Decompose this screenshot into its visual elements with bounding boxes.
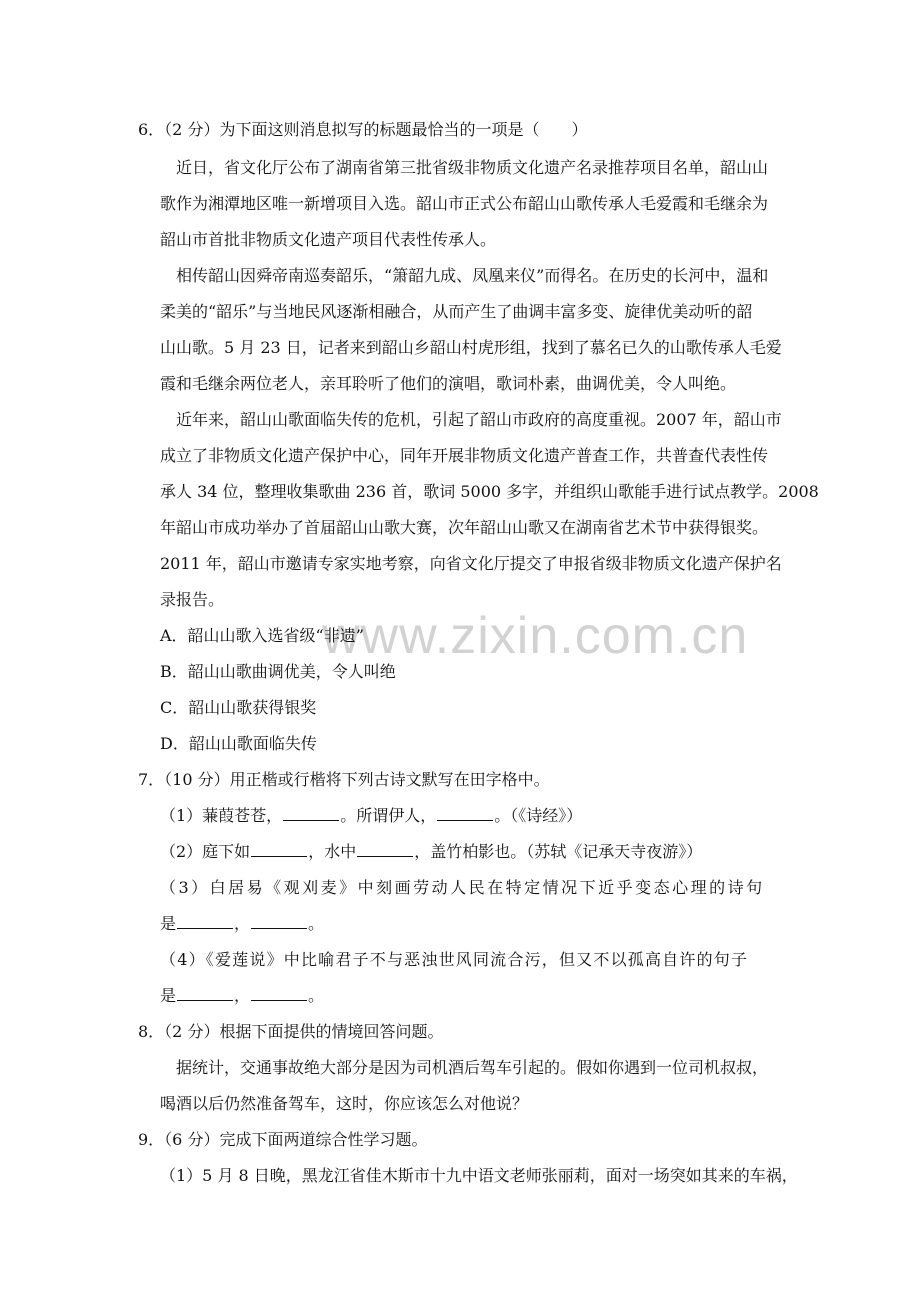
answer-blank xyxy=(251,914,307,929)
q7-stem: 7．（10 分）用正楷或行楷将下列古诗文默写在田字格中。 xyxy=(138,770,550,789)
q7-sub4-answer xyxy=(160,986,324,1006)
q7-sub2-text-a: （2）庭下如 xyxy=(160,842,251,861)
q9-sub1: （1）5 月 8 日晚，黑龙江省佳木斯市十九中语文老师张丽莉，面对一场突如其来的车祸， xyxy=(160,1166,798,1185)
q8-p-line2: 喝酒以后仍然准备驾车，这时，你应该怎么对他说？ xyxy=(160,1094,529,1113)
answer-blank xyxy=(251,986,307,1001)
q7-sub2 xyxy=(160,842,702,862)
q6-stem: 6．（2 分）为下面这则消息拟写的标题最恰当的一项是（ ） xyxy=(138,120,588,139)
q6-p2-line4: 霞和毛继余两位老人，亲耳聆听了他们的演唱，歌词朴素，曲调优美，令人叫绝。 xyxy=(160,374,737,393)
q7-sub4-prefix: 是 xyxy=(160,986,177,1005)
q6-p2-line3: 山山歌。5 月 23 日，记者来到韶山乡韶山村虎形组，找到了慕名已久的山歌传承人毛爱 xyxy=(160,338,782,357)
q7-sub2-text-b: ，水中 xyxy=(308,842,357,861)
q6-p3-line4: 年韶山市成功举办了首届韶山山歌大赛，次年韶山山歌又在湖南省艺术节中获得银奖。 xyxy=(160,518,769,537)
q8-stem: 8．（2 分）根据下面提供的情境回答问题。 xyxy=(138,1022,444,1041)
q6-p2-line2: 柔美的“韶乐”与当地民风逐渐相融合，从而产生了曲调丰富多变、旋律优美动听的韶 xyxy=(160,302,753,321)
q6-p1-line1: 近日，省文化厅公布了湖南省第三批省级非物质文化遗产名录推荐项目名单，韶山山 xyxy=(176,158,769,177)
q7-sub1-text-c: 。（《诗经》） xyxy=(494,806,583,825)
q6-option-a: A．韶山山歌入选省级“非遗” xyxy=(160,626,364,645)
q7-sub3-comma: ， xyxy=(234,914,251,933)
q6-option-b: B．韶山山歌曲调优美，令人叫绝 xyxy=(160,662,396,681)
q7-sub4-period: 。 xyxy=(308,986,325,1005)
watermark: www.zixin.com.cn xyxy=(322,607,749,665)
answer-blank xyxy=(437,806,493,821)
answer-blank xyxy=(357,842,413,857)
q6-p2-line1: 相传韶山因舜帝南巡奏韶乐，“箫韶九成、凤凰来仪”而得名。在历史的长河中，温和 xyxy=(176,266,769,285)
q6-p3-line2: 成立了非物质文化遗产保护中心，同年开展非物质文化遗产普查工作，共普查代表性传 xyxy=(160,446,769,465)
q7-sub3-answer xyxy=(160,914,324,934)
q6-p3-line1: 近年来，韶山山歌面临失传的危机，引起了韶山市政府的高度重视。2007 年，韶山市 xyxy=(176,410,782,429)
q7-sub2-text-c: ，盖竹柏影也。（苏轼《记承天寺夜游》） xyxy=(414,842,703,861)
q6-p3-line3: 承人 34 位，整理收集歌曲 236 首，歌词 5000 多字，并组织山歌能手进行试点教学。2008 xyxy=(160,482,819,501)
answer-blank xyxy=(177,914,233,929)
q6-p1-line3: 韶山市首批非物质文化遗产项目代表性传承人。 xyxy=(160,230,497,249)
q7-sub3-period: 。 xyxy=(308,914,325,933)
q7-sub3: （3）白居易《观刈麦》中刻画劳动人民在特定情况下近乎变态心理的诗句 xyxy=(160,878,765,897)
q7-sub4: （4）《爱莲说》中比喻君子不与恶浊世风同流合污，但又不以孤高自许的句子 xyxy=(160,950,749,969)
q6-option-d: D．韶山山歌面临失传 xyxy=(160,734,317,753)
q6-p3-line5: 2011 年，韶山市邀请专家实地考察，向省文化厅提交了申报省级非物质文化遗产保护名 xyxy=(160,554,782,573)
q9-stem: 9．（6 分）完成下面两道综合性学习题。 xyxy=(138,1130,428,1149)
answer-blank xyxy=(283,806,339,821)
q7-sub1-text-b: 。所谓伊人， xyxy=(340,806,437,825)
q7-sub1 xyxy=(160,806,582,826)
q6-p3-line6: 录报告。 xyxy=(160,590,225,609)
q6-p1-line2: 歌作为湘潭地区唯一新增项目入选。韶山市正式公布韶山山歌传承人毛爱霞和毛继余为 xyxy=(160,194,769,213)
q8-p-line1: 据统计，交通事故绝大部分是因为司机酒后驾车引起的。假如你遇到一位司机叔叔， xyxy=(176,1058,769,1077)
q7-sub3-prefix: 是 xyxy=(160,914,177,933)
q7-sub4-comma: ， xyxy=(234,986,251,1005)
answer-blank xyxy=(251,842,307,857)
q7-sub1-text-a: （1）蒹葭苍苍， xyxy=(160,806,283,825)
answer-blank xyxy=(177,986,233,1001)
q6-option-c: C．韶山山歌获得银奖 xyxy=(160,698,317,717)
